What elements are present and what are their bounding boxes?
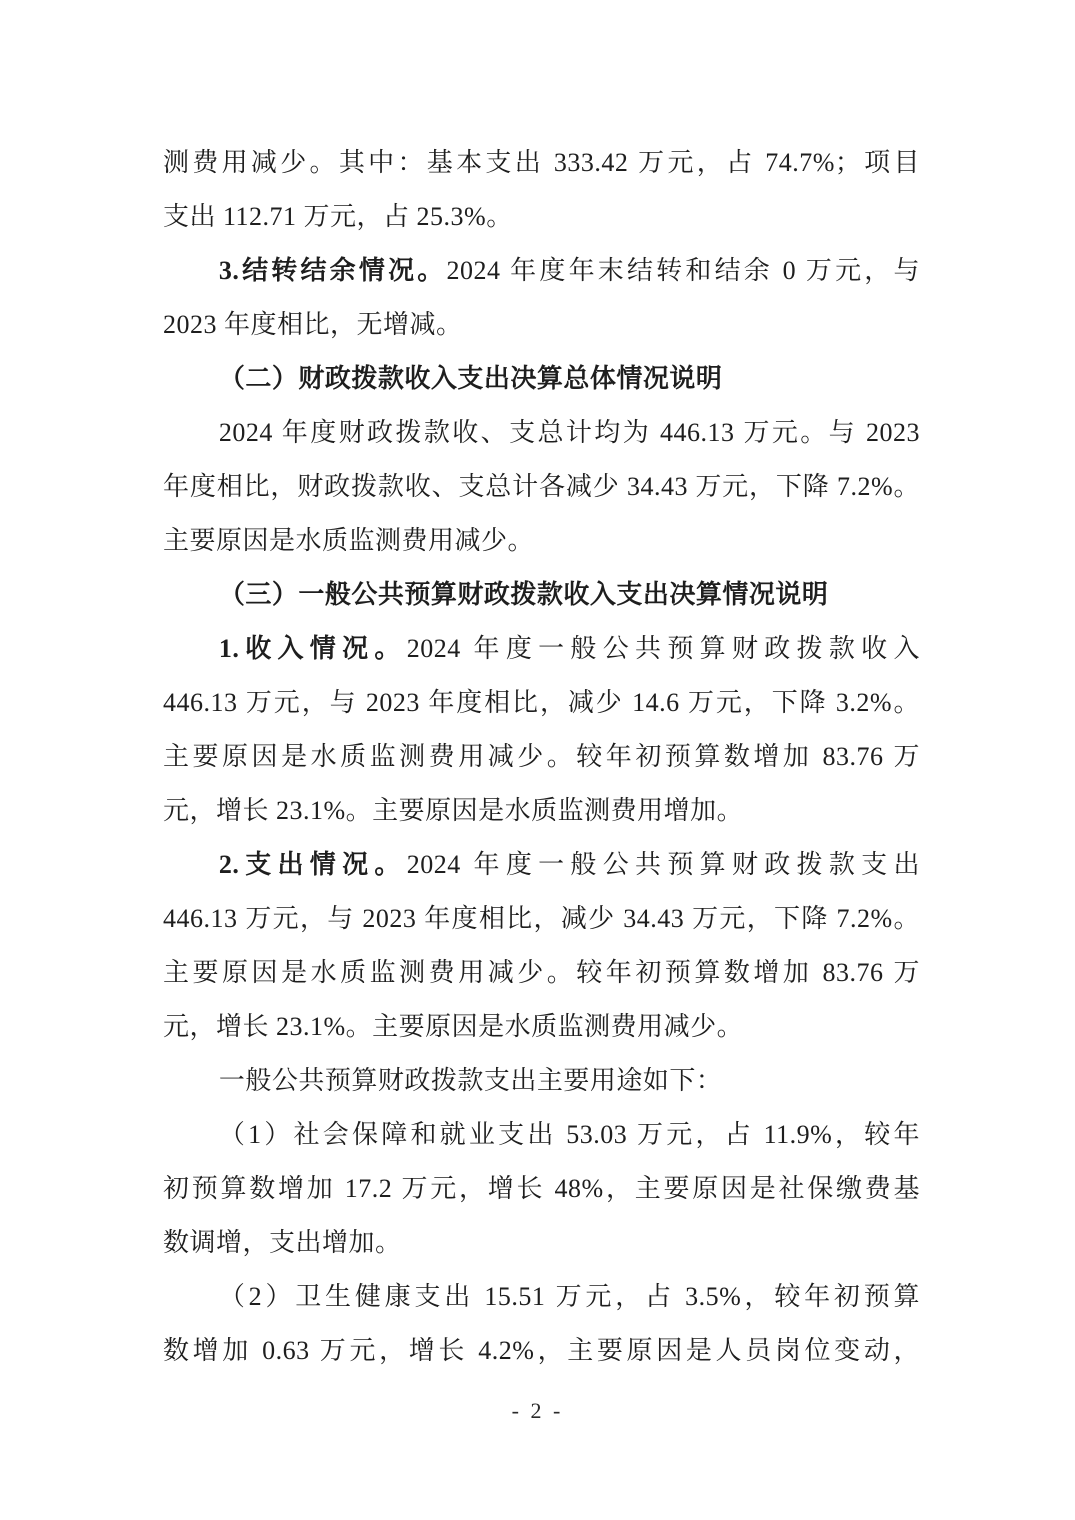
body-text: 2024 年度财政拨款收、支总计均为 446.13 万元。与 2023 <box>218 418 920 447</box>
text-line <box>163 460 920 514</box>
bold-text: 1.收入情况。 <box>218 634 407 663</box>
bold-text: （二）财政拨款收入支出决算总体情况说明 <box>218 364 723 393</box>
body-text: 数调增，支出增加。 <box>163 1228 402 1257</box>
text-line <box>163 352 920 406</box>
bold-text: 2.支出情况。 <box>218 850 407 879</box>
body-text: 数增加 0.63 万元，增长 4.2%，主要原因是人员岗位变动， <box>163 1336 920 1365</box>
body-text: 主要原因是水质监测费用减少。较年初预算数增加 83.76 万 <box>163 958 920 987</box>
body-text: 测费用减少。其中：基本支出 333.42 万元，占 74.7%；项目 <box>163 148 920 177</box>
body-text: （2）卫生健康支出 15.51 万元，占 3.5%，较年初预算 <box>218 1282 920 1311</box>
page-number: - 2 - <box>511 1398 564 1423</box>
page-footer <box>0 1398 1075 1424</box>
text-line <box>163 1108 920 1162</box>
body-text: 元，增长 23.1%。主要原因是水质监测费用减少。 <box>163 1012 744 1041</box>
body-text: 年度相比，财政拨款收、支总计各减少 34.43 万元，下降 7.2%。 <box>163 472 920 501</box>
text-line <box>163 190 920 244</box>
text-line <box>163 1000 920 1054</box>
text-line <box>163 946 920 1000</box>
body-text: 初预算数增加 17.2 万元，增长 48%，主要原因是社保缴费基 <box>163 1174 920 1203</box>
text-line <box>163 892 920 946</box>
body-text: 2024 年度一般公共预算财政拨款收入 <box>406 634 920 663</box>
text-line <box>163 1216 920 1270</box>
body-text: 2024 年度年末结转和结余 0 万元，与 <box>446 256 920 285</box>
text-line <box>163 568 920 622</box>
text-line <box>163 784 920 838</box>
text-line <box>163 1054 920 1108</box>
text-line <box>163 730 920 784</box>
body-text: 2024 年度一般公共预算财政拨款支出 <box>406 850 920 879</box>
text-line <box>163 622 920 676</box>
body-text: 一般公共预算财政拨款支出主要用途如下： <box>218 1066 723 1095</box>
text-line <box>163 298 920 352</box>
text-line <box>163 676 920 730</box>
bold-text: 3.结转结余情况。 <box>218 256 447 285</box>
body-text: 446.13 万元，与 2023 年度相比，减少 14.6 万元，下降 3.2%。 <box>163 688 920 717</box>
text-line <box>163 136 920 190</box>
text-line <box>163 1324 920 1378</box>
text-line <box>163 514 920 568</box>
body-text: 主要原因是水质监测费用减少。较年初预算数增加 83.76 万 <box>163 742 920 771</box>
text-line <box>163 838 920 892</box>
body-text: 446.13 万元，与 2023 年度相比，减少 34.43 万元，下降 7.2%。 <box>163 904 920 933</box>
document-body <box>163 136 920 1378</box>
text-line <box>163 1270 920 1324</box>
bold-text: （三）一般公共预算财政拨款收入支出决算情况说明 <box>218 580 829 609</box>
text-line <box>163 1162 920 1216</box>
body-text: 元，增长 23.1%。主要原因是水质监测费用增加。 <box>163 796 744 825</box>
text-line <box>163 244 920 298</box>
body-text: 2023 年度相比，无增减。 <box>163 310 463 339</box>
body-text: 主要原因是水质监测费用减少。 <box>163 526 535 555</box>
body-text: 支出 112.71 万元，占 25.3%。 <box>163 202 513 231</box>
body-text: （1）社会保障和就业支出 53.03 万元，占 11.9%，较年 <box>218 1120 920 1149</box>
text-line <box>163 406 920 460</box>
